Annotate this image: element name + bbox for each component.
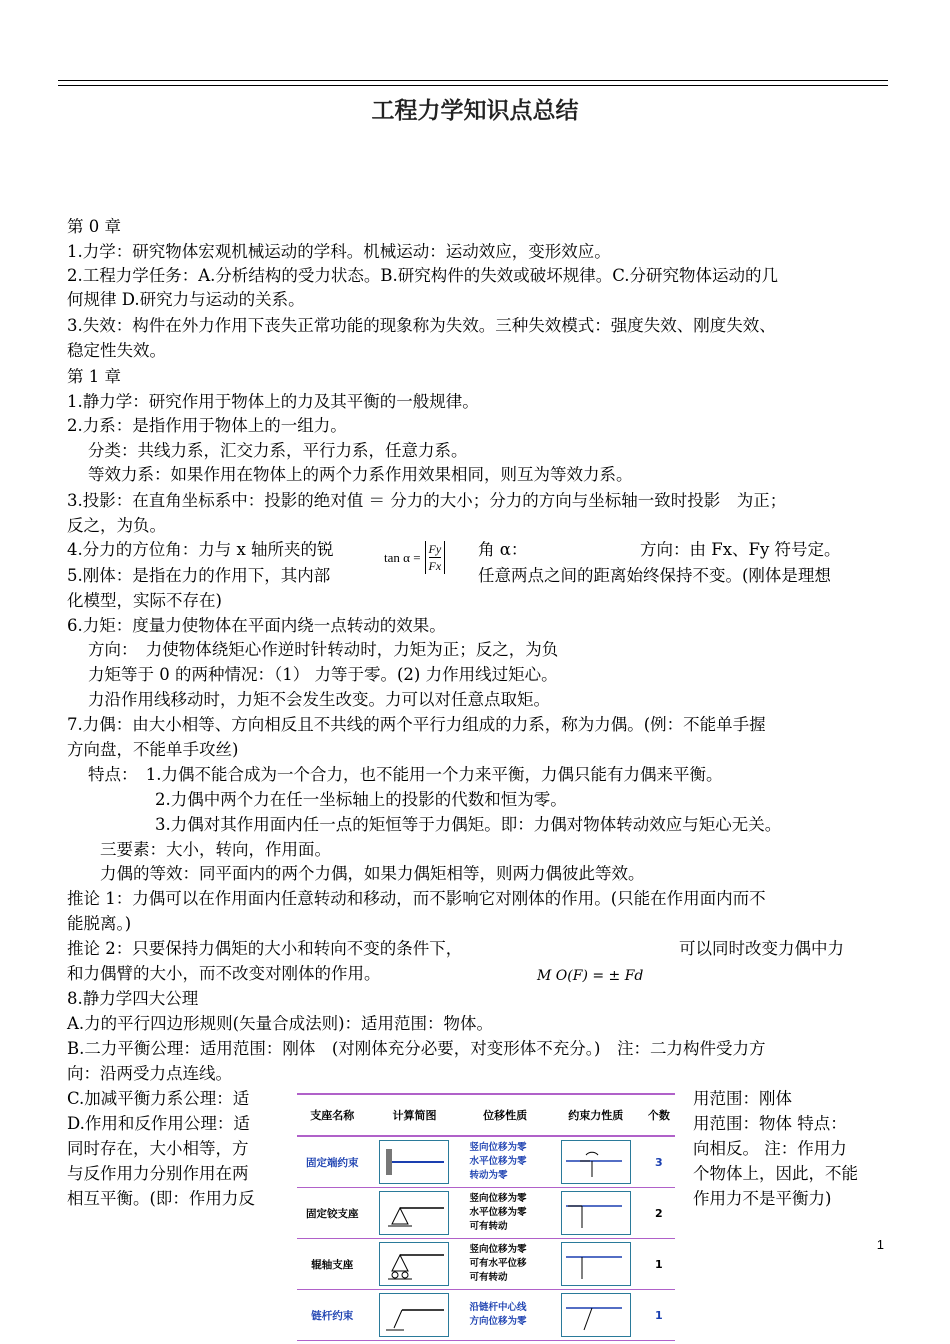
pin-support-icon	[380, 1192, 448, 1234]
text-line: D.作用和反作用公理：适	[67, 1114, 250, 1133]
reaction-arrows-icon	[562, 1192, 630, 1234]
moment-formula: M O(F) = ± Fd	[537, 968, 644, 984]
link-support-icon	[380, 1294, 448, 1336]
reaction-diagram	[561, 1242, 631, 1286]
reaction-diagram	[561, 1191, 631, 1235]
text-line: 同时存在，大小相等，方	[67, 1139, 249, 1158]
pinned-support-diagram	[379, 1191, 449, 1235]
text-line: 角 α：	[478, 540, 528, 559]
displacement-cell: 竖向位移为零 水平位移为零 转动为零	[461, 1136, 548, 1188]
header-rule-bottom	[58, 85, 888, 86]
support-name: 固定端约束	[297, 1136, 367, 1188]
text-line: 特点： 1.力偶不能合成为一个合力，也不能用一个力来平衡，力偶只能有力偶来平衡。	[88, 765, 723, 784]
text-line: 个物体上，因此，不能	[693, 1164, 858, 1183]
roller-support-diagram	[379, 1242, 449, 1286]
reaction-diagram	[561, 1293, 631, 1337]
text-line: 分类：共线力系，汇交力系，平行力系，任意力系。	[88, 441, 468, 460]
reaction-arrow-icon	[562, 1294, 630, 1336]
diagram-cell	[367, 1290, 461, 1341]
text-line: 向：沿两受力点连线。	[67, 1064, 232, 1083]
text-line: 和力偶臂的大小，而不改变对刚体的作用。	[67, 964, 381, 983]
text-line: 向相反。 注：作用力	[693, 1139, 847, 1158]
table-row	[297, 1290, 675, 1341]
col-header: 支座名称	[297, 1094, 367, 1136]
text-line: 3.失效：构件在外力作用下丧失正常功能的现象称为失效。三种失效模式：强度失效、刚度失效、	[67, 316, 776, 335]
text-line: 可以同时改变力偶中力	[679, 939, 844, 958]
text-line: 8.静力学四大公理	[67, 989, 199, 1008]
text-line: A.力的平行四边形规则(矢量合成法则)：适用范围：物体。	[67, 1014, 494, 1033]
text-line: 作用力不是平衡力)	[693, 1189, 832, 1208]
col-header: 个数	[643, 1094, 675, 1136]
table-header-row	[297, 1094, 675, 1136]
text-line: 三要素：大小，转向，作用面。	[100, 840, 331, 859]
text-line: 何规律 D.研究力与运动的关系。	[67, 290, 305, 309]
text-line: 3.投影：在直角坐标系中：投影的绝对值 ＝ 分力的大小；分力的方向与坐标轴一致时投影 为正；	[67, 491, 787, 510]
text-line: 7.力偶：由大小相等、方向相反且不共线的两个平行力组成的力系，称为力偶。(例：不能单手握	[67, 715, 766, 734]
displacement-cell: 竖向位移为零 可有水平位移 可有转动	[461, 1239, 548, 1290]
text-line: 用范围：刚体	[693, 1089, 792, 1108]
count-cell: 1	[643, 1290, 675, 1341]
diagram-cell	[367, 1239, 461, 1290]
col-header: 约束力性质	[549, 1094, 643, 1136]
reaction-cell	[549, 1239, 643, 1290]
formula-numerator: Fy	[428, 542, 442, 556]
chapter-1-heading: 第 1 章	[67, 367, 121, 386]
support-name: 辊轴支座	[297, 1239, 367, 1290]
diagram-cell	[367, 1136, 461, 1188]
roller-support-icon	[380, 1243, 448, 1285]
formula-denominator: Fx	[428, 559, 442, 573]
text-line: 反之，为负。	[67, 516, 166, 535]
header-rule-top	[58, 80, 888, 81]
text-line: 1.静力学：研究作用于物体上的力及其平衡的一般规律。	[67, 392, 479, 411]
count-cell: 3	[643, 1136, 675, 1188]
table-row	[297, 1239, 675, 1290]
text-line: 稳定性失效。	[67, 341, 166, 360]
formula-fraction	[425, 541, 446, 574]
fixed-end-diagram	[379, 1140, 449, 1184]
reaction-cell	[549, 1290, 643, 1341]
text-line: 化模型，实际不存在)	[67, 591, 222, 610]
text-line: 与反作用力分别作用在两	[67, 1164, 249, 1183]
reaction-arrow-icon	[562, 1243, 630, 1285]
text-line: C.加减平衡力系公理：适	[67, 1089, 250, 1108]
reaction-diagram	[561, 1140, 631, 1184]
formula-lhs: tan α =	[384, 549, 421, 565]
text-line: 4.分力的方位角：力与 x 轴所夹的锐	[67, 540, 334, 559]
text-line: B.二力平衡公理：适用范围：刚体 (对刚体充分必要，对变形体不充分。) 注：二力构件受力方	[67, 1039, 766, 1058]
displacement-cell: 沿链杆中心线 方向位移为零	[461, 1290, 548, 1341]
count-cell: 1	[643, 1239, 675, 1290]
text-line: 6.力矩：度量力使物体在平面内绕一点转动的效果。	[67, 616, 446, 635]
text-line: 力偶的等效：同平面内的两个力偶，如果力偶矩相等，则两力偶彼此等效。	[100, 864, 645, 883]
chapter-0-heading: 第 0 章	[67, 217, 121, 236]
support-table	[297, 1093, 675, 1341]
link-support-diagram	[379, 1293, 449, 1337]
text-line: 能脱离。)	[67, 914, 132, 933]
fixed-end-icon	[380, 1141, 448, 1183]
text-line: 任意两点之间的距离始终保持不变。(刚体是理想	[478, 566, 831, 585]
text-line: 2.工程力学任务：A.分析结构的受力状态。B.研究构件的失效或破坏规律。C.分研究物体运动的几	[67, 266, 779, 285]
reaction-cell	[549, 1136, 643, 1188]
text-line: 用范围：物体 特点：	[693, 1114, 847, 1133]
text-line: 方向： 力使物体绕矩心作逆时针转动时，力矩为正；反之，为负	[88, 640, 559, 659]
displacement-cell: 竖向位移为零 水平位移为零 可有转动	[461, 1188, 548, 1239]
text-line: 3.力偶对其作用面内任一点的矩恒等于力偶矩。即：力偶对物体转动效应与矩心无关。	[155, 815, 782, 834]
text-line: 相互平衡。(即：作用力反	[67, 1189, 255, 1208]
text-line: 等效力系：如果作用在物体上的两个力系作用效果相同，则互为等效力系。	[88, 465, 633, 484]
col-header: 位移性质	[461, 1094, 548, 1136]
text-line: 推论 1：力偶可以在作用面内任意转动和移动，而不影响它对刚体的作用。(只能在作用面内而不	[67, 889, 766, 908]
reaction-arrows-icon	[562, 1141, 630, 1183]
text-line: 2.力偶中两个力在任一坐标轴上的投影的代数和恒为零。	[155, 790, 567, 809]
text-line: 方向：由 Fx、Fy 符号定。	[640, 540, 841, 559]
reaction-cell	[549, 1188, 643, 1239]
page-title: 工程力学知识点总结	[371, 98, 579, 124]
table-row	[297, 1188, 675, 1239]
text-line: 推论 2：只要保持力偶矩的大小和转向不变的条件下，	[67, 939, 463, 958]
tan-alpha-formula	[384, 541, 445, 574]
count-cell: 2	[643, 1188, 675, 1239]
col-header: 计算简图	[367, 1094, 461, 1136]
table-row	[297, 1136, 675, 1188]
diagram-cell	[367, 1188, 461, 1239]
page-number: 1	[876, 1237, 884, 1252]
text-line: 1.力学：研究物体宏观机械运动的学科。机械运动：运动效应，变形效应。	[67, 242, 611, 261]
text-line: 力沿作用线移动时，力矩不会发生改变。力可以对任意点取矩。	[88, 690, 550, 709]
text-line: 2.力系：是指作用于物体上的一组力。	[67, 416, 347, 435]
text-line: 5.刚体：是指在力的作用下，其内部	[67, 566, 331, 585]
text-line: 方向盘，不能单手攻丝)	[67, 740, 239, 759]
support-name: 固定铰支座	[297, 1188, 367, 1239]
text-line: 力矩等于 0 的两种情况：（1） 力等于零。(2) 力作用线过矩心。	[88, 665, 558, 684]
support-name: 链杆约束	[297, 1290, 367, 1341]
